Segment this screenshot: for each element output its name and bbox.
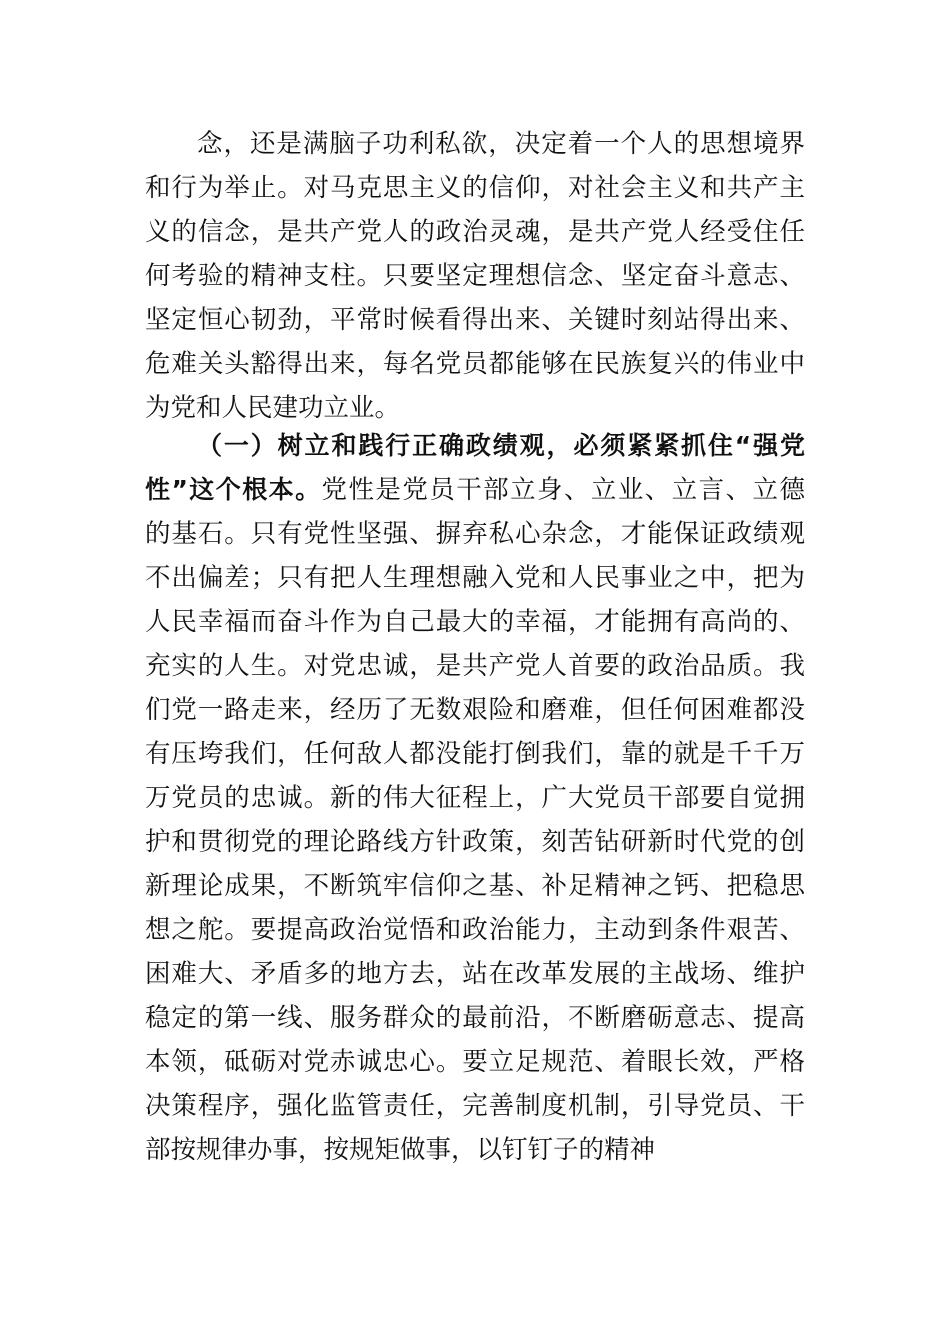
text-line: 为党和人民建功立业。 bbox=[145, 393, 401, 423]
text-line: 和行为举止。对马克思主义的信仰，对社会主义和共产主 bbox=[145, 173, 805, 203]
text-line: 们党一路走来，经历了无数艰险和磨难，但任何困难都没 bbox=[145, 695, 805, 725]
section-heading: （一）树立和践行正确政绩观，必须紧紧抓住“强党 bbox=[197, 431, 805, 460]
text-line: 护和贯彻党的理论路线方针政策，刻苦钻研新时代党的创 bbox=[145, 827, 805, 857]
text-line bbox=[145, 470, 805, 510]
text-line: 危难关头豁得出来，每名党员都能够在民族复兴的伟业中 bbox=[145, 349, 805, 379]
text-line: 充实的人生。对党忠诚，是共产党人首要的政治品质。我 bbox=[145, 651, 805, 681]
text-line: 坚定恒心韧劲，平常时候看得出来、关键时刻站得出来、 bbox=[145, 305, 805, 335]
text-line: 稳定的第一线、服务群众的最前沿，不断磨砺意志、提高 bbox=[145, 1003, 805, 1033]
text-line: 何考验的精神支柱。只要坚定理想信念、坚定奋斗意志、 bbox=[145, 261, 805, 291]
text-span: 党性是党员干部立身、立业、立言、立德 bbox=[321, 475, 805, 505]
text-line: 念，还是满脑子功利私欲，决定着一个人的思想境界 bbox=[197, 129, 805, 159]
text-line: 新理论成果，不断筑牢信仰之基、补足精神之钙、把稳思 bbox=[145, 871, 805, 901]
text-line: 部按规律办事，按规矩做事，以钉钉子的精神 bbox=[145, 1135, 656, 1165]
text-line: 困难大、矛盾多的地方去，站在改革发展的主战场、维护 bbox=[145, 959, 805, 989]
text-line: 义的信念，是共产党人的政治灵魂，是共产党人经受住任 bbox=[145, 217, 805, 247]
text-line: 人民幸福而奋斗作为自己最大的幸福，才能拥有高尚的、 bbox=[145, 607, 805, 637]
text-line: 想之舵。要提高政治觉悟和政治能力，主动到条件艰苦、 bbox=[145, 915, 805, 945]
text-line: 本领，砥砺对党赤诚忠心。要立足规范、着眼长效，严格 bbox=[145, 1047, 805, 1077]
text-line: 决策程序，强化监管责任，完善制度机制，引导党员、干 bbox=[145, 1091, 805, 1121]
text-line: 万党员的忠诚。新的伟大征程上，广大党员干部要自觉拥 bbox=[145, 783, 805, 813]
section-heading-end: 性”这个根本。 bbox=[145, 475, 322, 504]
text-line: 有压垮我们，任何敌人都没能打倒我们，靠的就是千千万 bbox=[145, 739, 805, 769]
text-line: 不出偏差；只有把人生理想融入党和人民事业之中，把为 bbox=[145, 563, 805, 593]
text-line: 的基石。只有党性坚强、摒弃私心杂念，才能保证政绩观 bbox=[145, 519, 805, 549]
